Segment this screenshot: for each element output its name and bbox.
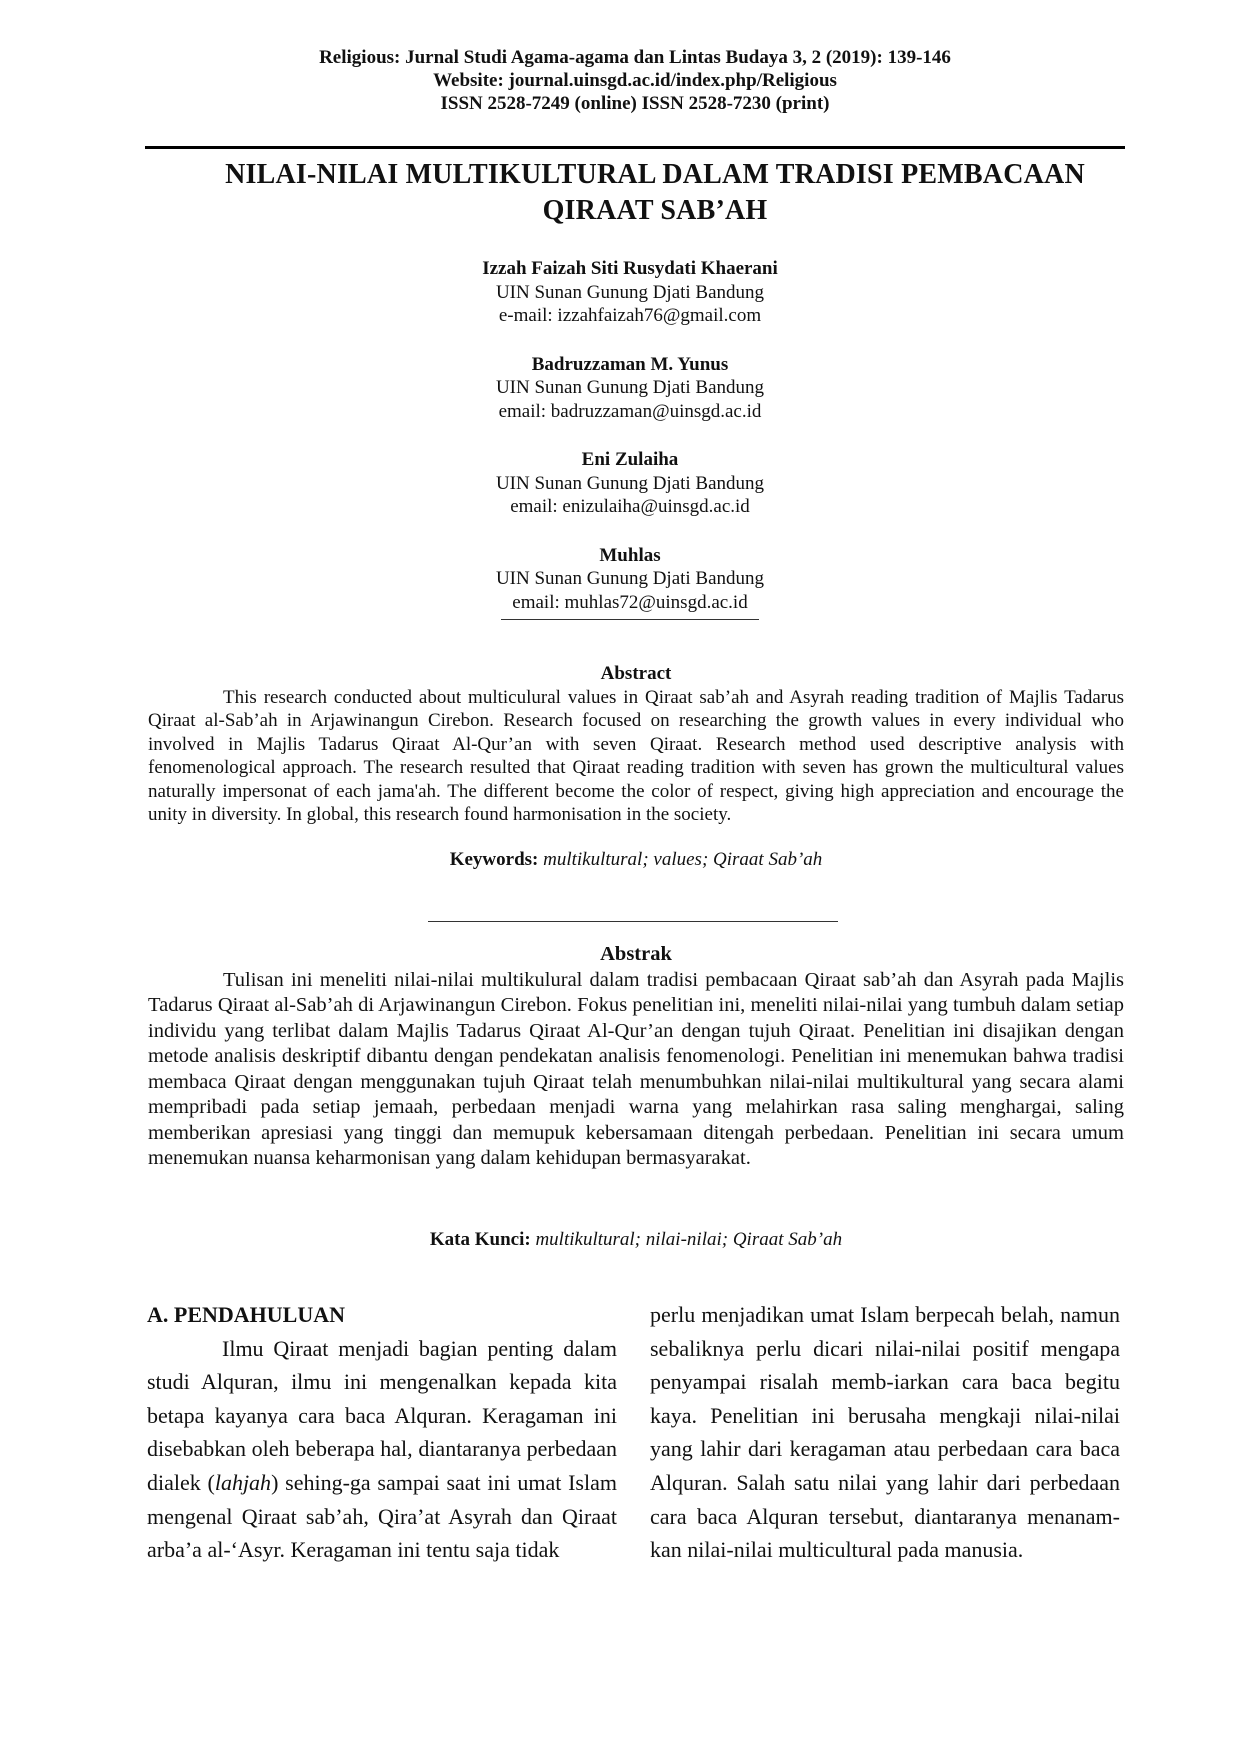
kata-kunci-values: multikultural; nilai-nilai; Qiraat Sab’ah — [535, 1229, 843, 1250]
author-email: e-mail: izzahfaizah76@gmail.com — [498, 305, 762, 326]
author-affiliation: UIN Sunan Gunung Djati Bandung — [495, 377, 765, 398]
keywords-english — [148, 848, 1124, 871]
keywords-values: multikultural; values; Qiraat Sab’ah — [543, 849, 823, 870]
journal-website: Website: journal.uinsgd.ac.id/index.php/Religious — [433, 70, 837, 91]
header-rule — [145, 146, 1125, 149]
author-name: Eni Zulaiha — [581, 449, 679, 470]
title-line-2: QIRAAT SAB’AH — [542, 195, 768, 226]
author-affiliation: UIN Sunan Gunung Djati Bandung — [495, 568, 765, 589]
intro-paragraph-continued: perlu menjadikan umat Islam berpecah belah, namun sebaliknya perlu dicari nilai-nilai positif mengapa penyampai risalah memb-iarkan cara baca begitu kaya. Penelitian ini berusaha mengkaji nilai-nilai yang lahir dari keragaman atau perbedaan cara baca Alquran. Salah satu nilai yang lahir dari perbedaan cara baca Alquran tersebut, diantaranya menanam-kan nilai-nilai multicultural pada manusia. — [650, 1302, 1120, 1563]
author-block — [320, 448, 940, 519]
paper-title — [220, 157, 1090, 229]
journal-citation: Religious: Jurnal Studi Agama-agama dan Lintas Budaya 3, 2 (2019): 139-146 — [319, 47, 951, 68]
body-column-right — [650, 1298, 1120, 1567]
author-name: Badruzzaman M. Yunus — [531, 353, 729, 375]
intro-italic-term: lahjah — [214, 1469, 272, 1495]
abstrak-heading: Abstrak — [600, 943, 672, 965]
abstract-separator — [428, 921, 838, 922]
body-column-left — [147, 1298, 617, 1567]
author-email: email: muhlas72@uinsgd.ac.id — [512, 591, 748, 613]
title-line-1: NILAI-NILAI MULTIKULTURAL DALAM TRADISI PEMBACAAN — [225, 159, 1085, 190]
author-separator — [501, 619, 759, 620]
author-name: Izzah Faizah Siti Rusydati Khaerani — [482, 258, 778, 279]
author-email: email: enizulaiha@uinsgd.ac.id — [510, 496, 750, 517]
keywords-label: Keywords: — [449, 849, 539, 870]
author-block — [320, 353, 940, 424]
author-name: Muhlas — [599, 544, 661, 566]
journal-header — [145, 46, 1125, 115]
kata-kunci-label: Kata Kunci: — [429, 1229, 531, 1250]
abstract-heading: Abstract — [600, 663, 672, 684]
author-block — [320, 257, 940, 328]
abstract-text: This research conducted about multiculural values in Qiraat sab’ah and Asyrah reading tradition of Majlis Tadarus Qiraat al-Sab’ah in Arjawinangun Cirebon. Research focused on researching the growth values in every individual who involved in Majlis Tadarus Qiraat Al-Qur’an with seven Qiraat. Research method used descriptive analysis with fenomenological approach. The research resulted that Qiraat reading tradition with seven has grown the multicultural values naturally impersonat of each jama'ah. The different become the color of respect, giving high appreciation and encourage the unity in diversity. In global, this research found harmonisation in the society. — [148, 686, 1124, 825]
abstract-indonesian — [148, 942, 1124, 1172]
intro-text-part-2: ) sehing-ga sampai saat ini umat Islam mengenal Qiraat sab’ah, Qira’at Asyrah dan Qiraat arba’a al-‘Asyr. Keragaman ini tentu saja tidak — [147, 1469, 617, 1563]
author-list — [320, 257, 940, 620]
author-affiliation: UIN Sunan Gunung Djati Bandung — [495, 281, 765, 303]
journal-issn: ISSN 2528-7249 (online) ISSN 2528-7230 (print) — [440, 93, 830, 114]
abstrak-text: Tulisan ini meneliti nilai-nilai multikulural dalam tradisi pembacaan Qiraat sab’ah dan Asyrah pada Majlis Tadarus Qiraat al-Sab’ah di Arjawinangun Cirebon. Fokus penelitian ini, meneliti nilai-nilai yang tumbuh dalam setiap individu yang terlibat dalam Majlis Tadarus Qiraat Al-Qur’an dengan tujuh Qiraat. Penelitian ini disajikan dengan metode analisis deskriptif dibantu dengan pendekatan analisis fenomenologi. Penelitian ini menemukan bahwa tradisi membaca Qiraat dengan menggunakan tujuh Qiraat telah menumbuhkan nilai-nilai multikultural yang secara alami mempribadi pada setiap jemaah, perbedaan menjadi warna yang melahirkan rasa saling menghargai, saling memberikan apresiasi yang tinggi dan memupuk kebersamaan ditengah perbedaan. Penelitian ini secara umum menemukan nuansa keharmonisan yang dalam kehidupan bermasyarakat. — [148, 968, 1124, 1169]
author-block — [320, 544, 940, 615]
intro-paragraph — [147, 1332, 617, 1567]
intro-text-part-1: Ilmu Qiraat menjadi bagian penting dalam studi Alquran, ilmu ini mengenalkan kepada kita betapa kayanya cara baca Alquran. Keragaman ini disebabkan oleh beberapa hal, diantaranya perbedaan dialek ( — [147, 1335, 617, 1495]
abstract-english — [148, 662, 1124, 827]
keywords-indonesian — [148, 1228, 1124, 1251]
author-affiliation: UIN Sunan Gunung Djati Bandung — [495, 472, 765, 494]
section-heading: A. PENDAHULUAN — [147, 1302, 345, 1327]
author-email: email: badruzzaman@uinsgd.ac.id — [498, 400, 762, 422]
